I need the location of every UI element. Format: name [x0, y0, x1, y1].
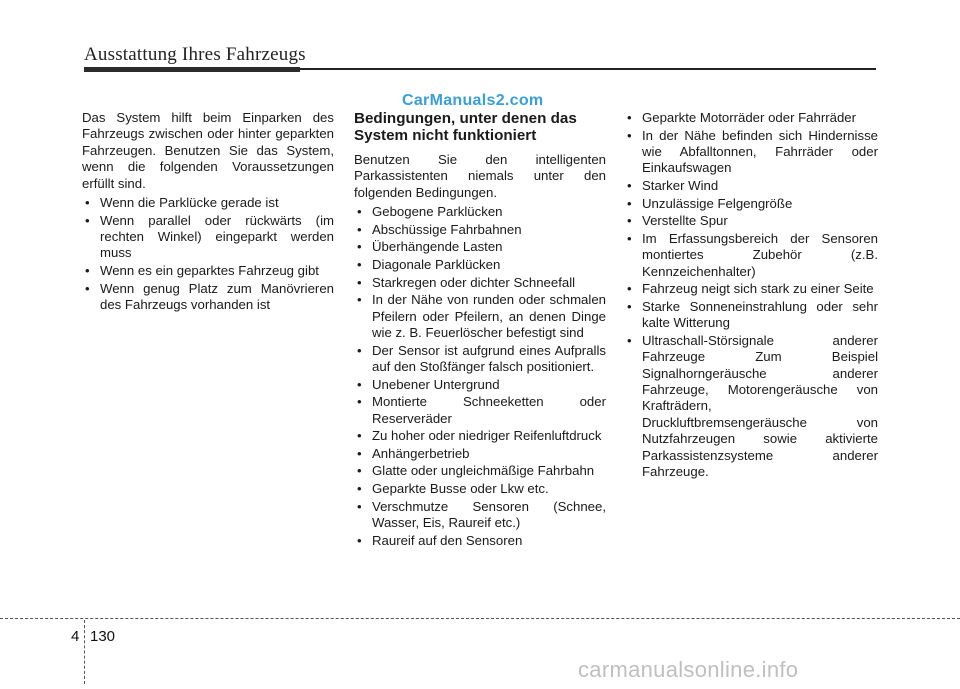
list-item: • Anhängerbetrieb [354, 446, 606, 462]
list-item: • Glatte oder ungleichmäßige Fahrbahn [354, 463, 606, 479]
list-item: • Starkregen oder dichter Schneefall [354, 275, 606, 291]
list-item: • Geparkte Motorräder oder Fahrräder [624, 110, 878, 126]
list-item: • Abschüssige Fahrbahnen [354, 222, 606, 238]
restrictions-list-continued [624, 110, 878, 480]
list-item: • Verschmutze Sensoren (Schnee, Wasser, Eis, Raureif etc.) [354, 499, 606, 532]
list-item: • Diagonale Parklücken [354, 257, 606, 273]
footer-divider [84, 620, 85, 684]
list-item: • Wenn genug Platz zum Manövrieren des Fahrzeugs vorhanden ist [82, 281, 334, 314]
list-item: • Gebogene Parklücken [354, 204, 606, 220]
section-heading: Bedingungen, unter denen das System nicht funktioniert [354, 110, 577, 144]
chapter-number: 4 [71, 628, 80, 645]
list-item: • Der Sensor ist aufgrund eines Aufpralls auf den Stoßfänger falsch positioniert. [354, 343, 606, 376]
list-item: • Verstellte Spur [624, 213, 878, 229]
intro-paragraph: Das System hilft beim Einparken des Fahrzeugs zwischen oder hinter geparkten Fahrzeugen. Benutzen Sie das System, wenn die folgenden Voraussetzungen erfüllt sind. [82, 110, 334, 191]
list-item: • Überhängende Lasten [354, 239, 606, 255]
list-item: • Im Erfassungsbereich der Sensoren montiertes Zubehör (z.B. Kennzeichenhalter) [624, 231, 878, 280]
footer-rule [0, 618, 960, 619]
list-item: • Montierte Schneeketten oder Reserveräder [354, 394, 606, 427]
conditions-list [82, 195, 334, 313]
header-rule-accent [84, 67, 300, 72]
list-item: • Geparkte Busse oder Lkw etc. [354, 481, 606, 497]
list-item: • In der Nähe befinden sich Hindernisse wie Abfalltonnen, Fahrräder oder Einkaufswagen [624, 128, 878, 177]
column-2 [354, 110, 606, 550]
page-number: 130 [90, 628, 116, 645]
list-item: • Zu hoher oder niedriger Reifenluftdruck [354, 428, 606, 444]
watermark-top: CarManuals2.com [402, 92, 544, 109]
section-intro: Benutzen Sie den intelligenten Parkassistenten niemals unter den folgenden Bedingungen. [354, 152, 606, 200]
column-3 [624, 110, 878, 482]
list-item: • Wenn parallel oder rückwärts (im rechten Winkel) eingeparkt werden muss [82, 213, 334, 262]
list-item: • Wenn die Parklücke gerade ist [82, 195, 334, 211]
list-item: • In der Nähe von runden oder schmalen Pfeilern oder Pfeilern, an denen Dinge wie z. B. Feuerlöscher befestigt sind [354, 292, 606, 341]
list-item: • Raureif auf den Sensoren [354, 533, 606, 549]
list-item: • Ultraschall-Störsignale anderer Fahrzeuge Zum Beispiel Signalhorngeräusche anderer Fahrzeuge, Motorengeräusche von Krafträdern, Druckluftbremsengeräusche von Nutzfahrzeugen sowie aktivierte Parkassistenzsysteme anderer Fahrzeuge. [624, 333, 878, 481]
watermark-bottom: carmanualsonline.info [578, 657, 799, 682]
page-header-title: Ausstattung Ihres Fahrzeugs [84, 44, 306, 65]
list-item: • Wenn es ein geparktes Fahrzeug gibt [82, 263, 334, 279]
list-item: • Unebener Untergrund [354, 377, 606, 393]
list-item: • Starker Wind [624, 178, 878, 194]
list-item: • Starke Sonneneinstrahlung oder sehr kalte Witterung [624, 299, 878, 332]
list-item: • Fahrzeug neigt sich stark zu einer Seite [624, 281, 878, 297]
restrictions-list [354, 204, 606, 549]
list-item: • Unzulässige Felgengröße [624, 196, 878, 212]
column-1 [82, 110, 334, 315]
